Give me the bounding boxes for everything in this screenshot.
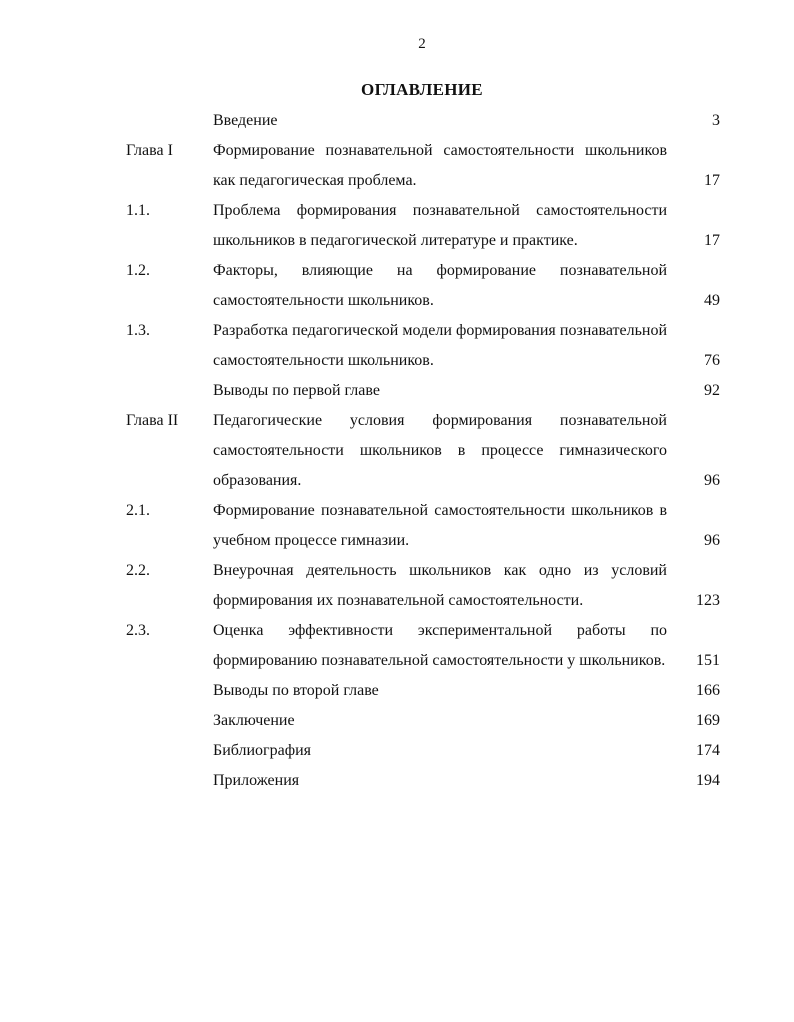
- toc-entry-section-1-2: [126, 256, 720, 316]
- toc-entry-title: Педагогические условия формирования познавательной самостоятельности школьников в процессе гимназического образования.: [213, 412, 667, 489]
- toc-entry-page: 194: [696, 772, 720, 789]
- toc-entry-section-2-3: [126, 616, 720, 676]
- toc-entry-page: 96: [704, 472, 720, 489]
- toc-entry-chapter-1: [126, 136, 720, 196]
- toc-entry-chapter-2-conclusions: [126, 676, 720, 706]
- toc-entry-label: 2.2.: [126, 562, 150, 579]
- toc-entry-page: 123: [696, 592, 720, 609]
- toc-entry-label: 1.2.: [126, 262, 150, 279]
- toc-entry-page: 166: [696, 682, 720, 699]
- toc-entry-title: Формирование познавательной самостоятельности школьников в учебном процессе гимназии.: [213, 502, 667, 549]
- toc-entry-title: Факторы, влияющие на формирование познавательной самостоятельности школьников.: [213, 262, 667, 309]
- table-of-contents: [126, 106, 720, 796]
- toc-entry-page: 17: [704, 172, 720, 189]
- toc-entry-title: Введение: [213, 112, 278, 129]
- toc-entry-page: 96: [704, 532, 720, 549]
- toc-entry-title: Формирование познавательной самостоятельности школьников как педагогическая проблема.: [213, 142, 667, 189]
- toc-entry-label: Глава II: [126, 412, 179, 429]
- toc-entry-page: 92: [704, 382, 720, 399]
- toc-entry-section-2-1: [126, 496, 720, 556]
- toc-entry-page: 49: [704, 292, 720, 309]
- toc-entry-bibliography: [126, 736, 720, 766]
- toc-entry-section-1-1: [126, 196, 720, 256]
- toc-entry-conclusion: [126, 706, 720, 736]
- toc-entry-page: 3: [712, 112, 720, 129]
- toc-entry-appendices: [126, 766, 720, 796]
- toc-entry-label: 2.1.: [126, 502, 150, 519]
- toc-entry-introduction: [126, 106, 720, 136]
- toc-entry-label: 2.3.: [126, 622, 150, 639]
- toc-entry-title: Выводы по второй главе: [213, 682, 379, 699]
- toc-entry-title: Разработка педагогической модели формирования познавательной самостоятельности школьников.: [213, 322, 667, 369]
- toc-entry-title: Приложения: [213, 772, 300, 789]
- toc-entry-label: 1.1.: [126, 202, 150, 219]
- toc-entry-title: Проблема формирования познавательной самостоятельности школьников в педагогической литературе и практике.: [213, 202, 667, 249]
- toc-entry-page: 174: [696, 742, 720, 759]
- toc-entry-title: Выводы по первой главе: [213, 382, 380, 399]
- toc-entry-title: Внеурочная деятельность школьников как одно из условий формирования их познавательной самостоятельности.: [213, 562, 667, 609]
- toc-entry-page: 169: [696, 712, 720, 729]
- toc-entry-page: 151: [696, 652, 720, 669]
- page-title: ОГЛАВЛЕНИЕ: [361, 80, 483, 99]
- toc-entry-page: 17: [704, 232, 720, 249]
- toc-entry-title: Оценка эффективности экспериментальной работы по формированию познавательной самостоятельности у школьников.: [213, 622, 667, 669]
- toc-entry-section-1-3: [126, 316, 720, 376]
- toc-entry-page: 76: [704, 352, 720, 369]
- toc-entry-chapter-2: [126, 406, 720, 496]
- page-number: 2: [418, 36, 426, 52]
- toc-entry-label: 1.3.: [126, 322, 150, 339]
- toc-entry-chapter-1-conclusions: [126, 376, 720, 406]
- toc-entry-title: Заключение: [213, 712, 295, 729]
- toc-entry-title: Библиография: [213, 742, 311, 759]
- toc-entry-section-2-2: [126, 556, 720, 616]
- toc-entry-label: Глава I: [126, 142, 173, 159]
